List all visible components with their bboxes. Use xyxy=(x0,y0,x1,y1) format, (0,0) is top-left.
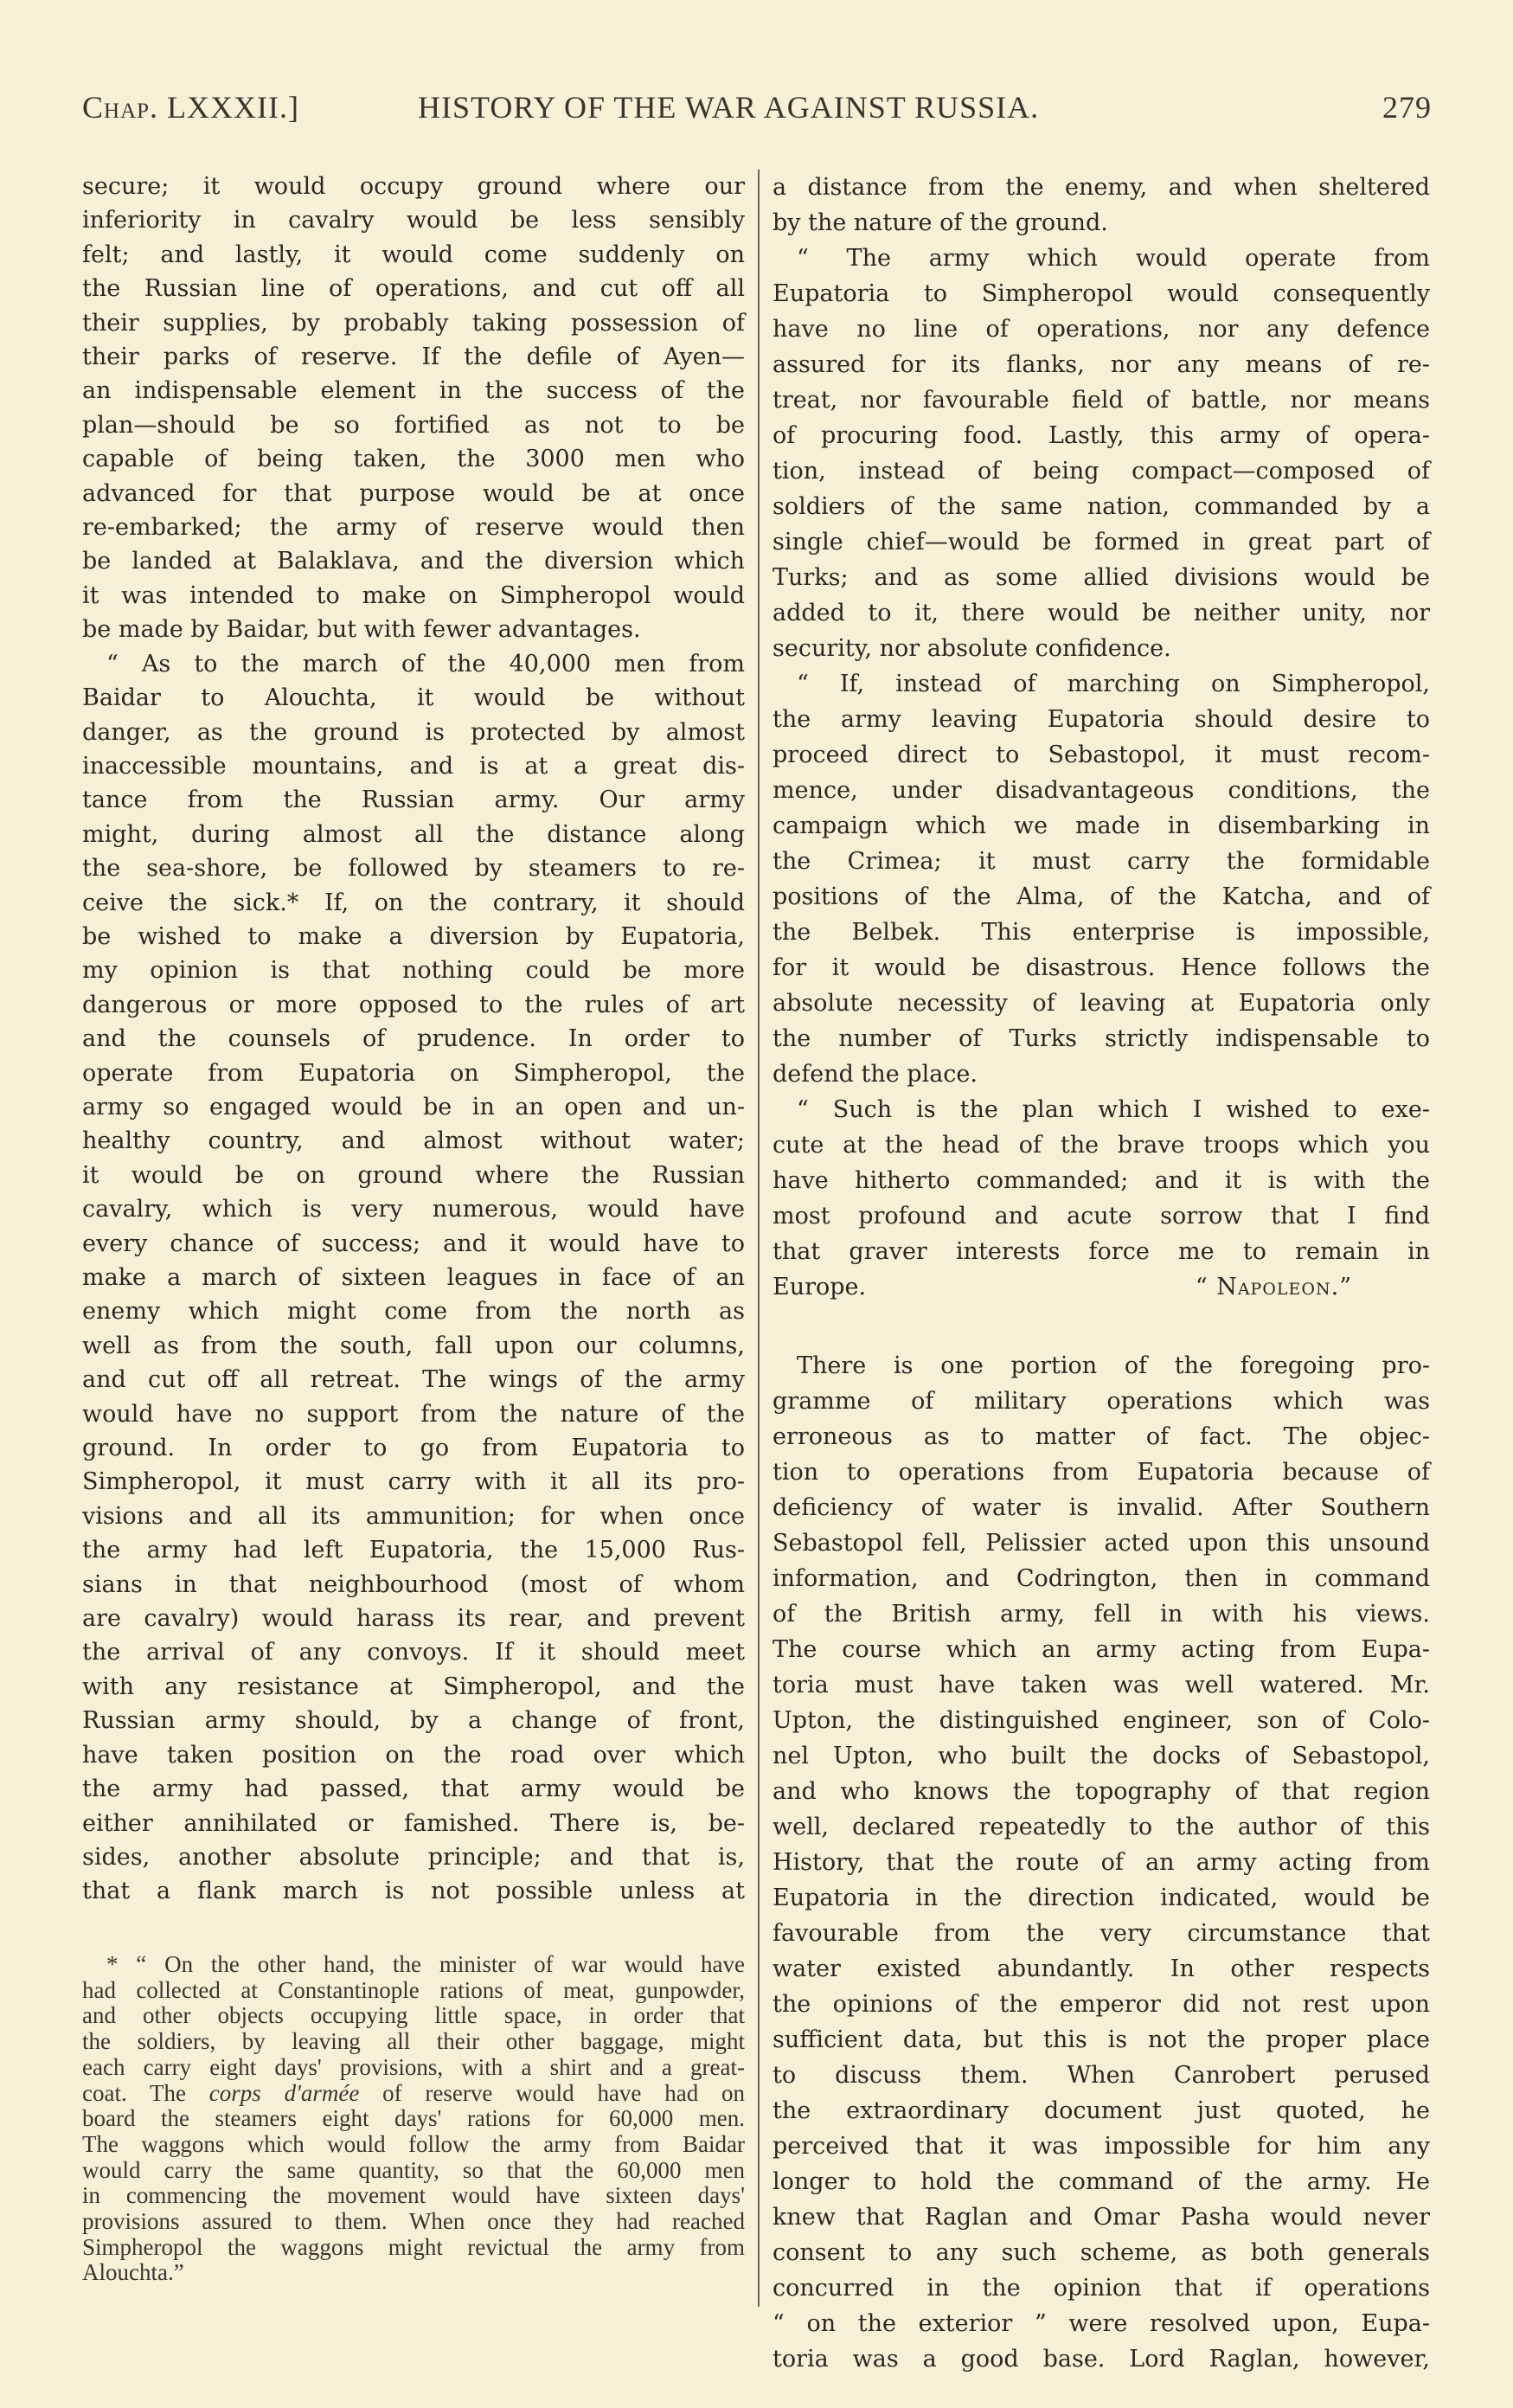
text-line: Eupatoria to Simpheropol would consequently xyxy=(773,280,1430,307)
text-line: proceed direct to Sebastopol, it must recom- xyxy=(773,742,1430,768)
chapter-label: Chap. LXXXII.] xyxy=(82,90,299,125)
text-line: well, declared repeatedly to the author of this xyxy=(773,1814,1430,1840)
text-line: by the nature of the ground. xyxy=(773,209,1108,236)
text-line: and cut off all retreat. The wings of the army xyxy=(82,1366,745,1394)
text-line: the army had left Eupatoria, the 15,000 Rus- xyxy=(82,1537,745,1564)
footnote-line: The waggons which would follow the army from Baidar xyxy=(82,2130,745,2157)
text-line: the opinions of the emperor did not rest upon xyxy=(773,1991,1430,2018)
text-line: are cavalry) would harass its rear, and prevent xyxy=(82,1605,745,1633)
text-line: cavalry, which is very numerous, would have xyxy=(82,1196,745,1223)
footnote-line: had collected at Constantinople rations of meat, gunpowder, xyxy=(82,1976,745,2003)
text-line: Upton, the distinguished engineer, son of Colo- xyxy=(773,1707,1430,1734)
text-line: the number of Turks strictly indispensable to xyxy=(773,1025,1430,1052)
letter-paragraphs xyxy=(773,170,1430,1269)
text-line: the army had passed, that army would be xyxy=(82,1775,745,1803)
text-line: deficiency of water is invalid. After Southern xyxy=(773,1494,1430,1521)
footnote-line: each carry eight days' provisions, with a shirt and a great- xyxy=(82,2053,745,2080)
text-line: campaign which we made in disembarking in xyxy=(773,812,1430,839)
text-line: gramme of military operations which was xyxy=(773,1388,1430,1415)
text-line: my opinion is that nothing could be more xyxy=(82,957,745,985)
text-line: sides, another absolute principle; and that is, xyxy=(82,1843,745,1871)
text-line: sians in that neighbourhood (most of whom xyxy=(82,1570,745,1598)
text-line: the army leaving Eupatoria should desire to xyxy=(773,706,1430,733)
text-line: soldiers of the same nation, commanded by a xyxy=(773,493,1430,520)
text-line: sufficient data, but this is not the proper place xyxy=(773,2026,1430,2053)
text-line: positions of the Alma, of the Katcha, and of xyxy=(773,883,1430,910)
text-line: re-embarked; the army of reserve would then xyxy=(82,514,745,542)
text-line: that graver interests force me to remain in xyxy=(773,1238,1430,1265)
text-line: make a march of sixteen leagues in face of an xyxy=(82,1264,745,1291)
text-line: a distance from the enemy, and when sheltered xyxy=(773,174,1430,201)
text-line: absolute necessity of leaving at Eupatoria only xyxy=(773,990,1430,1017)
text-line: every chance of success; and it would have to xyxy=(82,1230,745,1257)
text-line: Sebastopol fell, Pelissier acted upon this unsound xyxy=(773,1530,1430,1557)
text-line: it would be on ground where the Russian xyxy=(82,1161,745,1189)
signature-line xyxy=(773,1269,1430,1305)
column-divider xyxy=(758,170,760,2307)
text-line: favourable from the very circumstance that xyxy=(773,1920,1430,1947)
text-line: assured for its flanks, nor any means of re- xyxy=(773,351,1430,378)
text-line: capable of being taken, the 3000 men who xyxy=(82,446,745,473)
text-line: concurred in the opinion that if operations xyxy=(773,2275,1430,2302)
text-line: toria was a good base. Lord Raglan, however, xyxy=(773,2346,1430,2373)
text-line: well as from the south, fall upon our columns, xyxy=(82,1332,745,1359)
text-line: cute at the head of the brave troops which you xyxy=(773,1132,1430,1159)
commentary-paragraph xyxy=(773,1348,1430,2377)
text-line: and who knows the topography of that region xyxy=(773,1778,1430,1805)
text-line: added to it, there would be neither unity, nor xyxy=(773,600,1430,626)
running-header xyxy=(82,89,1432,129)
text-line: secure; it would occupy ground where our xyxy=(82,173,745,200)
footnote-line: would carry the same quantity, so that the 60,000 men xyxy=(82,2156,745,2183)
text-line: “ Such is the plan which I wished to exe- xyxy=(797,1096,1430,1123)
text-line: The course which an army acting from Eupa- xyxy=(773,1636,1430,1663)
running-title: HISTORY OF THE WAR AGAINST RUSSIA. xyxy=(418,90,1040,125)
text-line: that a flank march is not possible unless at xyxy=(82,1878,745,1905)
text-line: Simpheropol, it must carry with it all its pro- xyxy=(82,1468,745,1496)
text-line: it was intended to make on Simpheropol would xyxy=(82,581,745,609)
text-line: treat, nor favourable field of battle, nor means xyxy=(773,387,1430,414)
text-line: to discuss them. When Canrobert perused xyxy=(773,2062,1430,2089)
text-line: for it would be disastrous. Hence follows the xyxy=(773,954,1430,981)
text-line: tance from the Russian army. Our army xyxy=(82,787,745,814)
footnote-line: the soldiers, by leaving all their other baggage, might xyxy=(82,2028,745,2055)
text-line: security, nor absolute confidence. xyxy=(773,635,1171,662)
text-line: might, during almost all the distance along xyxy=(82,820,745,848)
signature: “ Napoleon.” xyxy=(1195,1274,1352,1300)
footnote-line: in commencing the movement would have sixteen days' xyxy=(82,2182,745,2209)
text-line: water existed abundantly. In other respects xyxy=(773,1955,1430,1982)
text-line: visions and all its ammunition; for when once xyxy=(82,1502,745,1530)
text-line: the Belbek. This enterprise is impossible, xyxy=(773,919,1430,946)
text-line: army so engaged would be in an open and un- xyxy=(82,1093,745,1121)
text-line: single chief—would be formed in great part of xyxy=(773,529,1430,555)
text-line: knew that Raglan and Omar Pasha would never xyxy=(773,2204,1430,2231)
text-line: perceived that it was impossible for him any xyxy=(773,2133,1430,2160)
text-line: either annihilated or famished. There is, be- xyxy=(82,1809,745,1837)
left-column xyxy=(82,170,745,1909)
text-line: “ The army which would operate from xyxy=(797,245,1430,272)
text-line: tion to operations from Eupatoria because of xyxy=(773,1459,1430,1486)
text-line: Eupatoria in the direction indicated, would be xyxy=(773,1885,1430,1911)
text-line: most profound and acute sorrow that I find xyxy=(773,1203,1430,1230)
text-line: Russian army should, by a change of front, xyxy=(82,1707,745,1735)
text-line: longer to hold the command of the army. He xyxy=(773,2168,1430,2195)
text-line: “ If, instead of marching on Simpheropol, xyxy=(797,671,1430,697)
text-line: with any resistance at Simpheropol, and the xyxy=(82,1673,745,1700)
text-line: consent to any such scheme, as both generals xyxy=(773,2239,1430,2266)
closing-word: Europe. xyxy=(773,1274,867,1300)
text-line: toria must have taken was well watered. Mr. xyxy=(773,1672,1430,1698)
text-line: defend the place. xyxy=(773,1061,978,1088)
footnote-line: and other objects occupying little space, in order that xyxy=(82,2002,745,2029)
text-line: erroneous as to matter of fact. The objec- xyxy=(773,1423,1430,1450)
text-line: Turks; and as some allied divisions would be xyxy=(773,564,1430,591)
footnote-line: provisions assured to them. When once they had reached xyxy=(82,2208,745,2235)
footnote-line: Simpheropol the waggons might revictual the army from xyxy=(82,2233,745,2260)
text-line: Baidar to Alouchta, it would be without xyxy=(82,684,745,712)
text-line: ceive the sick.* If, on the contrary, it should xyxy=(82,889,745,916)
text-line: be landed at Balaklava, and the diversion which xyxy=(82,548,745,575)
text-line: danger, as the ground is protected by almost xyxy=(82,718,745,746)
text-line: be made by Baidar, but with fewer advantages. xyxy=(82,616,641,644)
text-line: be wished to make a diversion by Eupatoria, xyxy=(82,922,745,950)
text-line: History, that the route of an army acting from xyxy=(773,1849,1430,1876)
text-line: healthy country, and almost without water; xyxy=(82,1127,745,1155)
text-line: the sea-shore, be followed by steamers to re- xyxy=(82,855,745,883)
text-line: advanced for that purpose would be at once xyxy=(82,479,745,507)
text-line: of the British army, fell in with his views. xyxy=(773,1601,1430,1628)
text-line: information, and Codrington, then in command xyxy=(773,1565,1430,1592)
text-line: an indispensable element in the success of the xyxy=(82,377,745,405)
paragraph-gap xyxy=(773,1305,1430,1348)
footnote-line: board the steamers eight days' rations for 60,000 men. xyxy=(82,2105,745,2132)
text-line: have no line of operations, nor any defence xyxy=(773,316,1430,343)
text-line: “ on the exterior ” were resolved upon, Eupa- xyxy=(773,2310,1430,2337)
text-line: nel Upton, who built the docks of Sebastopol, xyxy=(773,1743,1430,1769)
text-line: have taken position on the road over which xyxy=(82,1741,745,1769)
text-line: have hitherto commanded; and it is with the xyxy=(773,1167,1430,1194)
text-line: felt; and lastly, it would come suddenly on xyxy=(82,241,745,268)
text-line: would have no support from the nature of the xyxy=(82,1400,745,1428)
text-line: There is one portion of the foregoing pro- xyxy=(797,1352,1430,1379)
right-column xyxy=(773,170,1430,2377)
text-line: of procuring food. Lastly, this army of opera- xyxy=(773,422,1430,449)
text-line: their supplies, by probably taking possession of xyxy=(82,309,745,337)
text-line: the Crimea; it must carry the formidable xyxy=(773,848,1430,875)
text-line: “ As to the march of the 40,000 men from xyxy=(106,650,745,677)
text-line: operate from Eupatoria on Simpheropol, the xyxy=(82,1059,745,1087)
italic-phrase: corps d'armée xyxy=(208,2079,360,2106)
text-line: dangerous or more opposed to the rules of art xyxy=(82,991,745,1018)
text-line: enemy which might come from the north as xyxy=(82,1298,745,1326)
page-number: 279 xyxy=(1382,90,1432,125)
text-line: the extraordinary document just quoted, he xyxy=(773,2097,1430,2124)
footnote-line: coat. The corps d'armée of reserve would have had on xyxy=(82,2079,745,2106)
text-line: tion, instead of being compact—composed of xyxy=(773,458,1430,485)
text-line: the Russian line of operations, and cut off all xyxy=(82,275,745,303)
text-line: plan—should be so fortified as not to be xyxy=(82,411,745,439)
text-line: inferiority in cavalry would be less sensibly xyxy=(82,207,745,234)
text-line: and the counsels of prudence. In order to xyxy=(82,1025,745,1053)
footnote xyxy=(82,1952,745,2286)
text-line: inaccessible mountains, and is at a great dis- xyxy=(82,752,745,780)
text-line: ground. In order to go from Eupatoria to xyxy=(82,1435,745,1462)
text-line: mence, under disadvantageous conditions, the xyxy=(773,777,1430,804)
text-line: their parks of reserve. If the defile of Ayen— xyxy=(82,344,745,371)
footnote-line: Alouchta.” xyxy=(82,2259,184,2286)
footnote-line: * “ On the other hand, the minister of war would have xyxy=(106,1951,745,1977)
text-line: the arrival of any convoys. If it should meet xyxy=(82,1639,745,1666)
